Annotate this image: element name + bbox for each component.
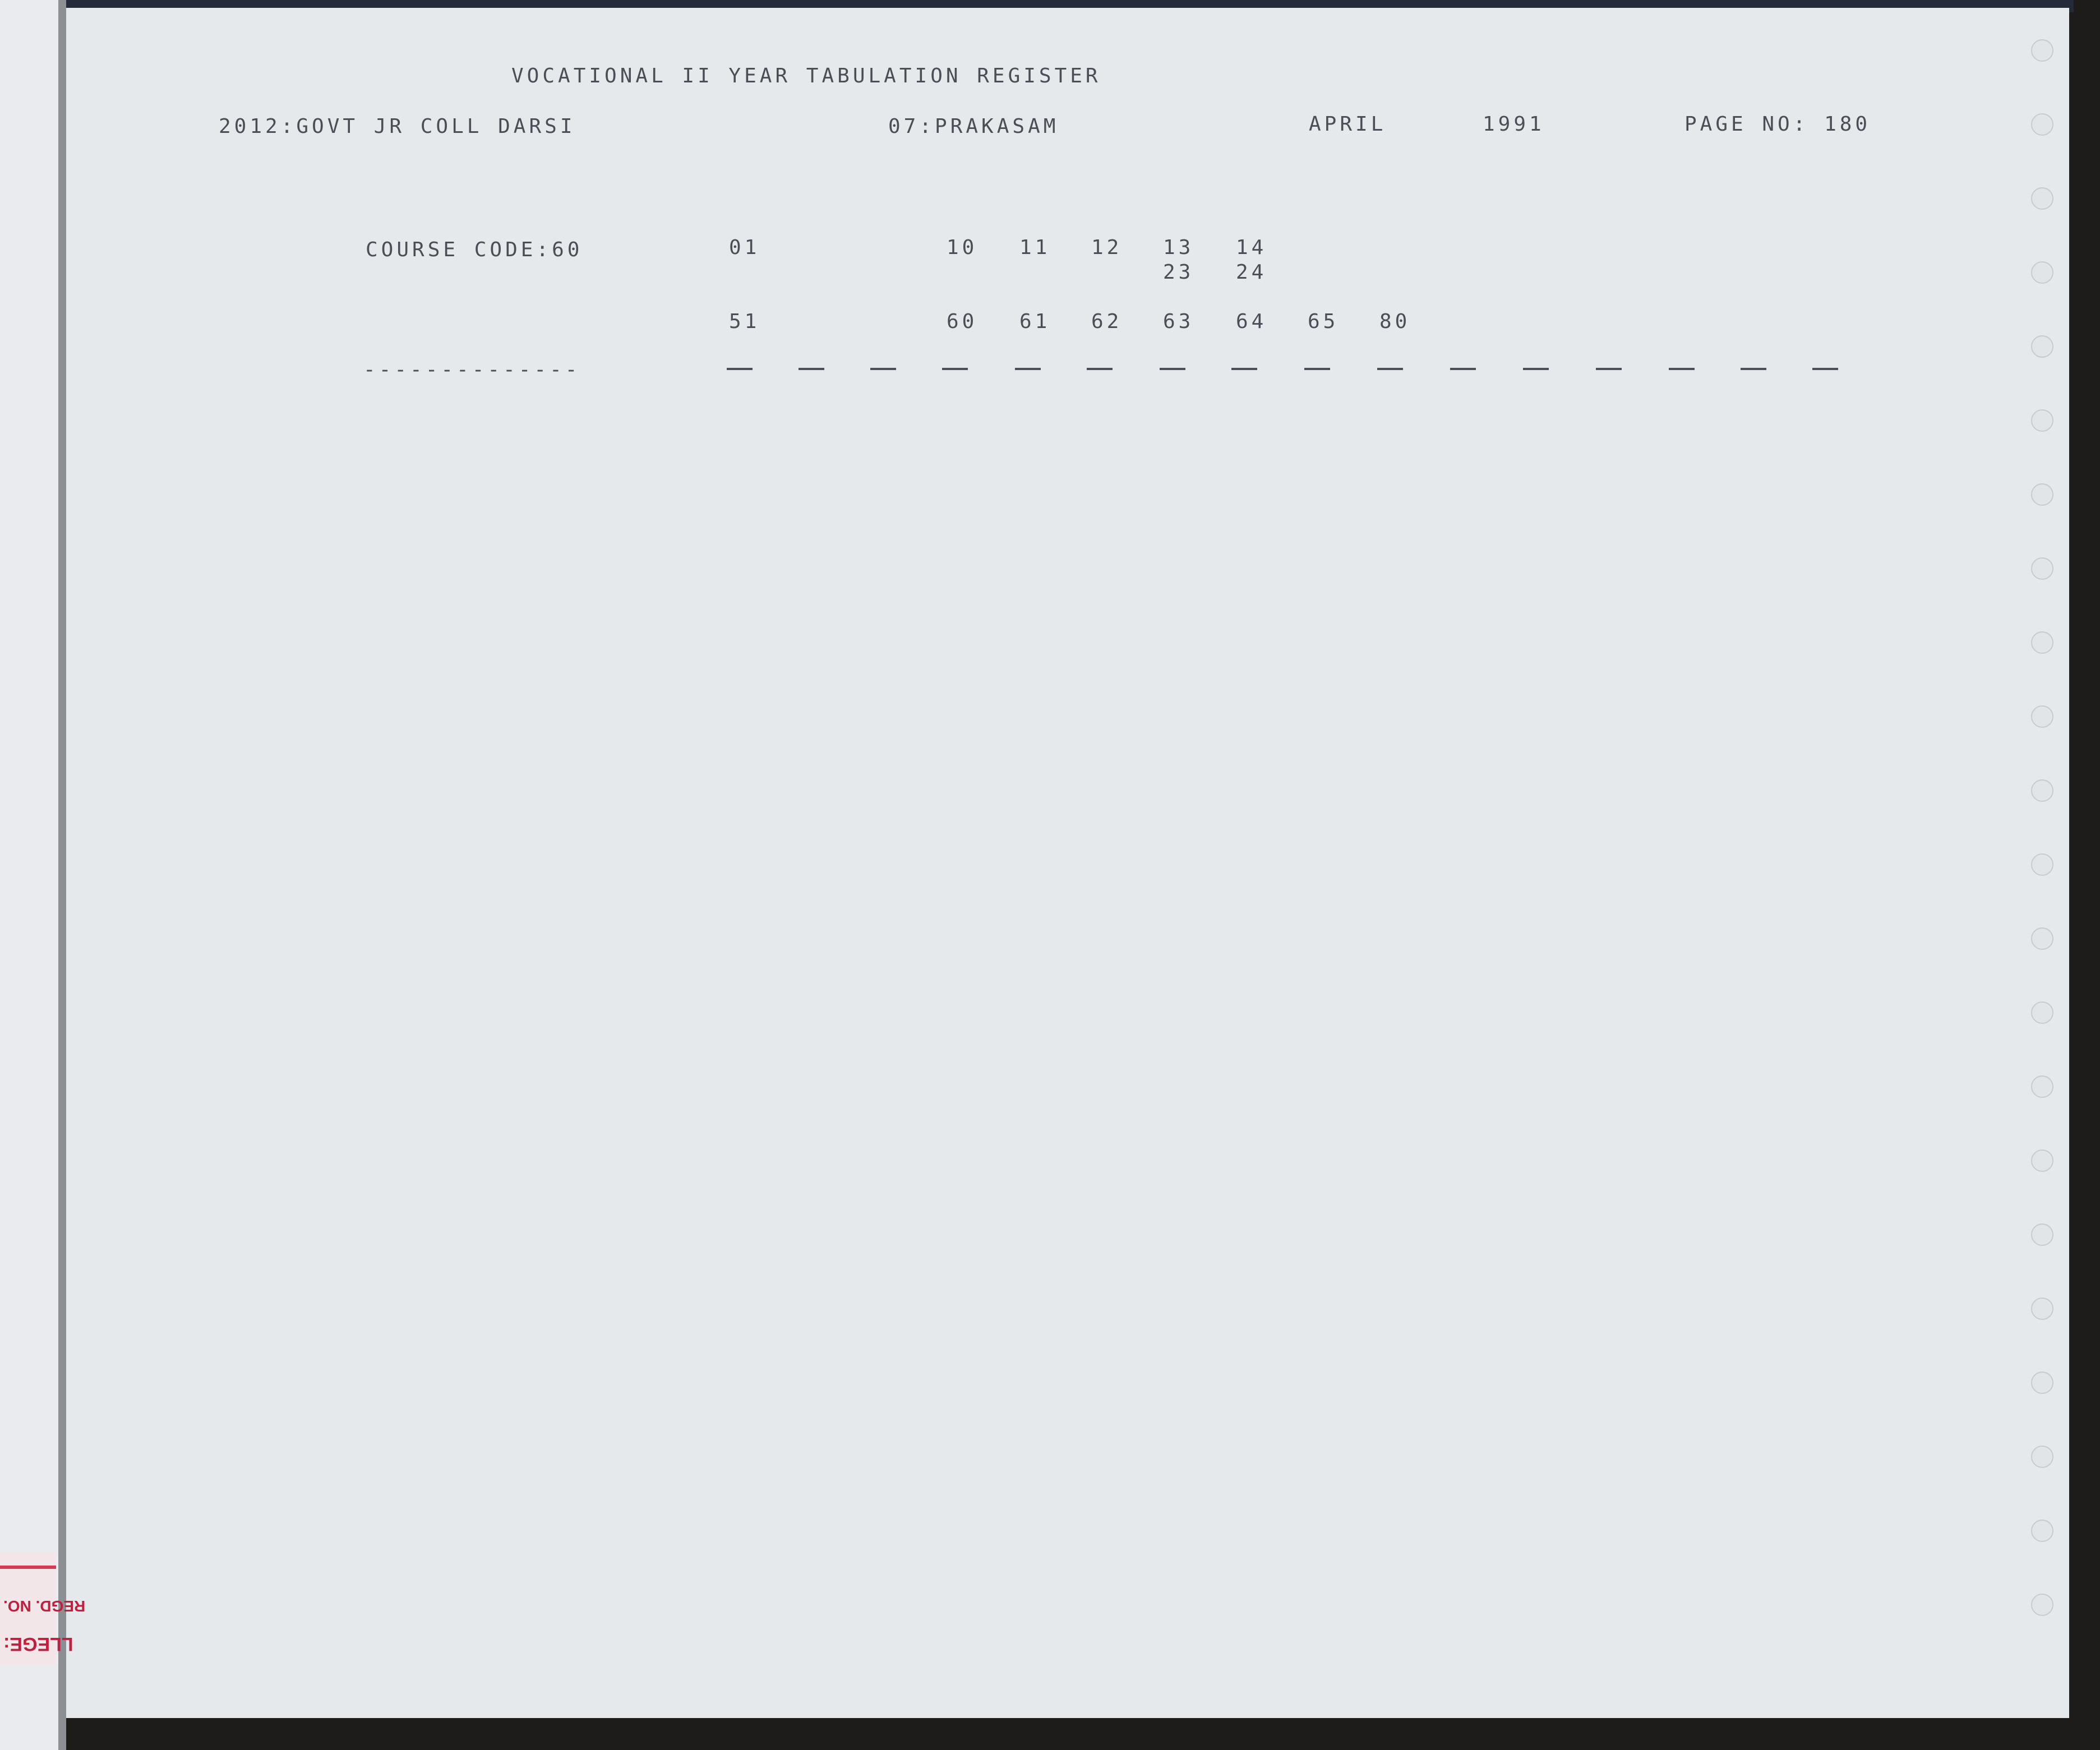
column-dash <box>1812 368 1838 370</box>
exam-year: 1991 <box>1483 113 1545 136</box>
punch-hole <box>2031 1446 2053 1468</box>
district-name: 07:PRAKASAM <box>888 115 1059 138</box>
stamp-rule <box>0 1566 56 1569</box>
column-dash <box>1231 368 1257 370</box>
register-page <box>55 8 2069 1718</box>
col-head: 61 <box>1019 310 1051 333</box>
col-head: 65 <box>1308 310 1339 333</box>
column-dash <box>870 368 896 370</box>
college-stamp <box>0 1553 86 1665</box>
column-dash <box>942 368 968 370</box>
punch-hole <box>2031 261 2053 284</box>
column-dash <box>1596 368 1622 370</box>
course-code: COURSE CODE:60 <box>366 238 583 261</box>
binding-shadow <box>58 0 66 1750</box>
register-title: VOCATIONAL II YEAR TABULATION REGISTER <box>511 64 1101 87</box>
punch-hole <box>2031 631 2053 654</box>
column-dash <box>727 368 753 370</box>
punch-hole <box>2031 705 2053 728</box>
punch-hole <box>2031 113 2053 136</box>
punch-hole <box>2031 39 2053 62</box>
punch-hole <box>2031 1520 2053 1542</box>
column-dash <box>1741 368 1766 370</box>
punch-hole <box>2031 927 2053 950</box>
column-dash <box>1523 368 1549 370</box>
col-head: 64 <box>1236 310 1267 333</box>
punch-hole <box>2031 853 2053 876</box>
punch-hole <box>2031 1298 2053 1320</box>
stamp-college: LLEGE: <box>3 1633 73 1655</box>
punch-hole <box>2031 557 2053 580</box>
punch-hole <box>2031 187 2053 210</box>
punch-hole <box>2031 483 2053 506</box>
column-dash <box>1450 368 1476 370</box>
column-dash <box>1304 368 1330 370</box>
col-head: 13 <box>1163 236 1194 259</box>
punch-hole <box>2031 1075 2053 1098</box>
punch-hole <box>2031 1149 2053 1172</box>
column-dash <box>1377 368 1403 370</box>
col-head: 01 <box>729 236 760 259</box>
column-dash <box>1669 368 1695 370</box>
col-head: 12 <box>1091 236 1123 259</box>
punch-hole <box>2031 1223 2053 1246</box>
col-head: 80 <box>1379 310 1411 333</box>
header-underline: -------------- <box>363 358 581 381</box>
col-head: 60 <box>947 310 978 333</box>
punch-hole <box>2031 1001 2053 1024</box>
punch-hole <box>2031 409 2053 432</box>
column-dash <box>799 368 824 370</box>
punch-hole <box>2031 335 2053 358</box>
punch-holes <box>2031 39 2053 1668</box>
col-head: 51 <box>729 310 760 333</box>
stamp-regd-no: REGD. NO. <box>3 1597 86 1615</box>
col-head: 14 <box>1236 236 1267 259</box>
col-head: 11 <box>1019 236 1051 259</box>
column-dash <box>1087 368 1113 370</box>
exam-month: APRIL <box>1309 113 1387 136</box>
col-head: 63 <box>1163 310 1194 333</box>
col-head-sub: 23 <box>1163 261 1194 284</box>
page-number: PAGE NO: 180 <box>1684 113 1871 136</box>
punch-hole <box>2031 779 2053 802</box>
col-head: 62 <box>1091 310 1123 333</box>
punch-hole <box>2031 1372 2053 1394</box>
college-name: 2012:GOVT JR COLL DARSI <box>219 115 576 138</box>
col-head-sub: 24 <box>1236 261 1267 284</box>
column-dash <box>1160 368 1185 370</box>
book-binding <box>0 0 61 1750</box>
col-head: 10 <box>947 236 978 259</box>
punch-hole <box>2031 1594 2053 1616</box>
column-dash <box>1015 368 1041 370</box>
